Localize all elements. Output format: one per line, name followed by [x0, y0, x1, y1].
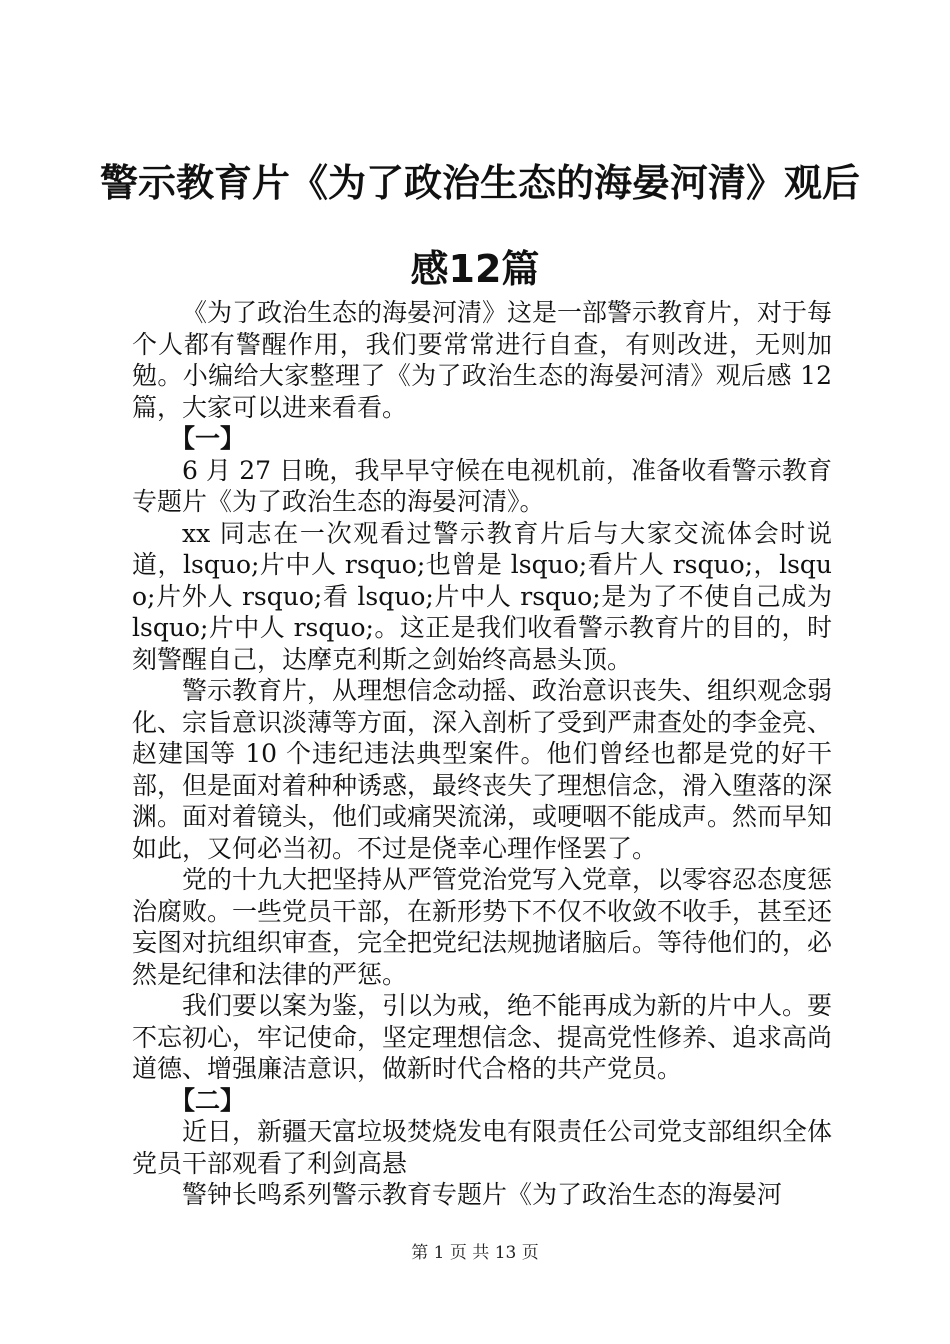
body-paragraph: 党的十九大把坚持从严管党治党写入党章，以零容忍态度惩治腐败。一些党员干部，在新形势下不仅不收敛不收手，甚至还妄图对抗组织审查，完全把党纪法规抛诸脑后。等待他们的，必然是纪律和法律的严惩。 [132, 865, 833, 989]
section-heading-2: 【二】 [170, 1085, 246, 1115]
page-number-footer: 第 1 页 共 13 页 [411, 1243, 539, 1263]
section-heading-1: 【一】 [170, 424, 246, 453]
document-body [132, 297, 832, 1211]
body-paragraph: 近日，新疆天富垃圾焚烧发电有限责任公司党支部组织全体党员干部观看了利剑高悬 [132, 1117, 833, 1178]
document-title-line1: 警示教育片《为了政治生态的海晏河清》观后 [100, 161, 861, 205]
document-title-line2: 感12篇 [410, 247, 540, 291]
body-paragraph: 6 月 27 日晚，我早早守候在电视机前，准备收看警示教育专题片《为了政治生态的海晏河清》。 [132, 455, 832, 516]
intro-paragraph: 《为了政治生态的海晏河清》这是一部警示教育片，对于每个人都有警醒作用，我们要常常进行自查，有则改进，无则加勉。小编给大家整理了《为了政治生态的海晏河清》观后感 12 篇，大家可以进来看看。 [132, 298, 833, 422]
body-paragraph: 我们要以案为鉴，引以为戒，绝不能再成为新的片中人。要不忘初心，牢记使命，坚定理想信念、提高党性修养、追求高尚道德、增强廉洁意识，做新时代合格的共产党员。 [132, 991, 833, 1083]
body-paragraph: 警示教育片，从理想信念动摇、政治意识丧失、组织观念弱化、宗旨意识淡薄等方面，深入剖析了受到严肃查处的李金亮、赵建国等 10 个违纪违法典型案件。他们曾经也都是党的好干部，但是面对着种种诱惑，最终丧失了理想信念，滑入堕落的深渊。面对着镜头，他们或痛哭流涕，或哽咽不能成声。然而早知如此，又何必当初。不过是侥幸心理作怪罢了。 [132, 676, 833, 863]
body-paragraph: xx 同志在一次观看过警示教育片后与大家交流体会时说道，lsquo;片中人 rsquo;也曾是 lsquo;看片人 rsquo;，lsquo;片外人 rsquo;看 lsquo;片中人 rsquo;是为了不使自己成为 lsquo;片中人 rsquo;。这正是我们收看警示教育片的目的，时刻警醒自己，达摩克利斯之剑始终高悬头顶。 [132, 518, 832, 674]
body-paragraph: 警钟长鸣系列警示教育专题片《为了政治生态的海晏河 [182, 1180, 783, 1209]
